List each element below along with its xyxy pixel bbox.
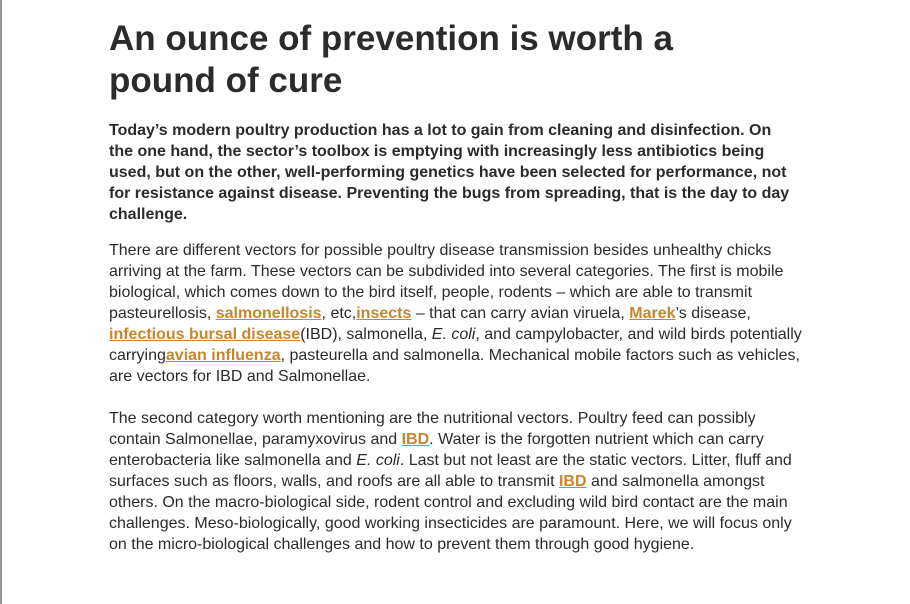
paragraph-text: , pasteurella and salmonella. Mechanical mobile factors such as vehicles, are vectors for IBD and Salmonellae. — [109, 347, 800, 385]
paragraph-text: , and campylobacter, and wild birds potentially carrying — [109, 326, 802, 364]
paragraph-text: , etc, — [321, 305, 357, 322]
paragraph-text: (IBD), salmonella, — [300, 326, 432, 343]
e-coli-italic: E. coli — [356, 452, 400, 469]
link-marek[interactable]: Marek — [629, 305, 676, 322]
paragraph-text: . Last but not least are the static vectors. Litter, fluff and surfaces such as floors, walls, and roofs are all able to transmit — [109, 452, 792, 490]
paragraph-text: and salmonella amongst others. On the macro-biological side, rodent control and excluding wild bird contact are the main challenges. Meso-biologically, good working insecticides are paramount. Here, we will focus only on the micro-biological challenges and how to prevent them through good hygiene. — [109, 473, 792, 553]
link-ibd[interactable]: IBD — [558, 473, 587, 490]
link-ibd[interactable]: IBD — [401, 431, 430, 448]
paragraph-text: The second category worth mentioning are the nutritional vectors. Poultry feed can possibly contain Salmonellae, paramyxovirus and — [109, 410, 756, 448]
link-insects[interactable]: insects — [356, 305, 412, 322]
paragraph-text: – that can carry avian viruela, — [411, 305, 630, 322]
e-coli-italic: E. coli — [431, 326, 476, 343]
link-infectious-bursal-disease[interactable]: infectious bursal disease — [109, 326, 301, 343]
link-salmonellosis[interactable]: salmonellosis — [215, 305, 322, 322]
page-left-border — [0, 0, 2, 604]
paragraph-text: ’s disease, — [675, 305, 751, 322]
article-title: An ounce of prevention is worth a pound of cure — [109, 19, 673, 100]
article-paragraph-2 — [109, 408, 809, 555]
article-paragraph-1 — [109, 240, 809, 387]
paragraph-text: . Water is the forgotten nutrient which can carry enterobacteria like salmonella and — [109, 431, 764, 469]
link-avian-influenza[interactable]: avian influenza — [165, 347, 281, 364]
article-lead: Today’s modern poultry production has a lot to gain from cleaning and disinfection. On the one hand, the sector’s toolbox is emptying with increasingly less antibiotics being used, but on the other, well-performing genetics have been selected for performance, not for resistance against disease. Preventing the bugs from spreading, that is the day to day challenge. — [109, 122, 790, 223]
article — [109, 18, 809, 555]
paragraph-text: There are different vectors for possible poultry disease transmission besides unhealthy chicks arriving at the farm. These vectors can be subdivided into several categories. The first is mobile biological, which comes down to the bird itself, people, rodents – which are able to transmit pasteurellosis, — [109, 242, 784, 322]
